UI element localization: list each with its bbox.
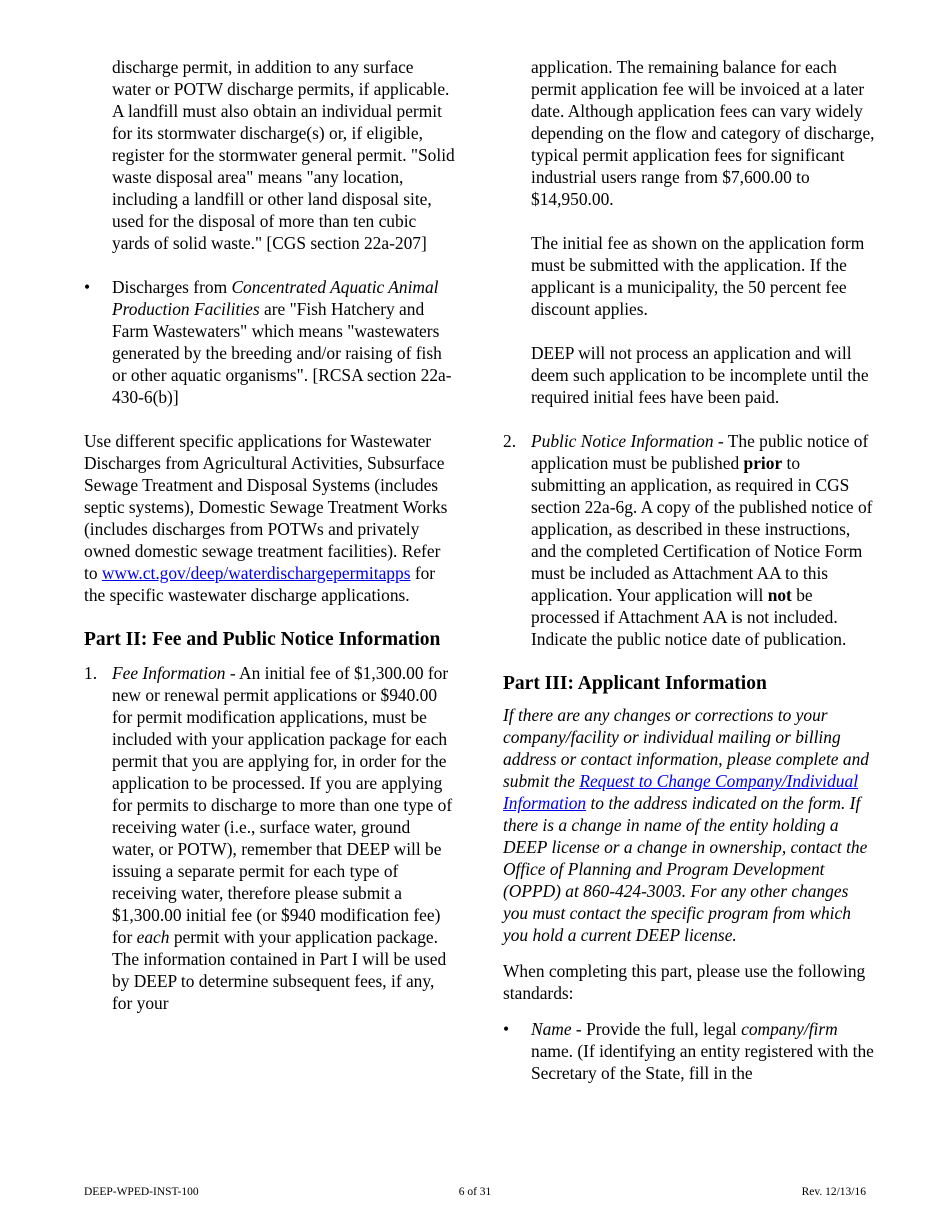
fee-text-b: permit with your application package. The information contained in Part I will be used by DEEP to determine subsequent fees, if any, for your <box>112 927 447 1013</box>
name-standard-bullet <box>503 1018 875 1084</box>
fee-text-a: - An initial fee of $1,300.00 for new or renewal permit applications or $940.00 for permit modification applications, must be included with your application package for each permit that you are applying for, in order for the application to be processed. If you are applying for permits to discharge to more than one type of receiving water (i.e., surface water, ground water, or POTW), remember that DEEP will be issuing a separate permit for each type of receiving water, therefore please submit a $1,300.00 initial fee (or $940 modification fee) for <box>112 663 453 947</box>
item-number: 2. <box>503 431 517 451</box>
notice-text-prior: prior <box>743 453 783 473</box>
changes-paragraph <box>503 704 875 946</box>
footer-revision: Rev. 12/13/16 <box>801 1186 866 1198</box>
bullet-text-post: are "Fish Hatchery and Farm Wastewaters" which means "wastewaters generated by the breeding and/or raising of fish or other aquatic organisms". [RCSA section 22a-430-6(b)] <box>112 299 452 407</box>
fee-information-label: Fee Information <box>112 663 226 683</box>
name-text-a: - Provide the full, legal <box>571 1019 742 1039</box>
bullet-text-italic: Concentrated Aquatic Animal Production Facilities <box>112 277 439 319</box>
notice-text-b: to submitting an application, as required in CGS section 22a-6g. A copy of the published notice of application, as described in these instructions, and the completed Certification of Notice Form must be included as Attachment AA to this application. Your application will <box>531 453 873 605</box>
right-column <box>503 56 875 1084</box>
item-number: 1. <box>84 663 98 683</box>
specific-applications-paragraph <box>84 430 456 606</box>
deep-processing-paragraph: DEEP will not process an application and will deem such application to be incomplete until the required initial fees have been paid. <box>531 343 869 407</box>
bullet-marker: • <box>503 1019 510 1039</box>
standards-paragraph: When completing this part, please use the following standards: <box>503 961 866 1003</box>
landfill-continuation-paragraph: discharge permit, in addition to any surface water or POTW discharge permits, if applicable. A landfill must also obtain an individual permit for its stormwater discharge(s) or, if eligible, register for the stormwater general permit. "Solid waste disposal area" means "any location, including a landfill or other land disposal site, used for the disposal of more than ten cubic yards of solid waste." [CGS section 22a-207] <box>112 57 455 253</box>
fee-text-each: each <box>136 927 170 947</box>
public-notice-item <box>503 430 875 650</box>
bullet-text-pre: Discharges from <box>112 277 232 297</box>
name-text-italic: company/firm <box>741 1019 838 1039</box>
initial-fee-paragraph: The initial fee as shown on the application form must be submitted with the application. If the applicant is a municipality, the 50 percent fee discount applies. <box>531 233 865 319</box>
part-iii-heading: Part III: Applicant Information <box>503 673 767 694</box>
request-change-link[interactable]: Request to Change Company/Individual Information <box>503 771 859 813</box>
water-discharge-apps-link[interactable]: www.ct.gov/deep/waterdischargepermitapps <box>101 563 411 583</box>
notice-text-c: be processed if Attachment AA is not included. Indicate the public notice date of publication. <box>531 585 847 649</box>
name-text-b: name. (If identifying an entity registered with the Secretary of the State, fill in the <box>531 1041 874 1083</box>
notice-text-not: not <box>767 585 792 605</box>
footer-page-number: 6 of 31 <box>458 1186 492 1198</box>
use-text-pre: Use different specific applications for Wastewater Discharges from Agricultural Activities, Subsurface Sewage Treatment and Disposal Systems (includes septic systems), Domestic Sewage Treatment Works (includes discharges from POTWs and privately owned domestic sewage treatment facilities). Refer to <box>84 431 448 583</box>
aquatic-facilities-bullet <box>84 276 456 408</box>
changes-text-pre: If there are any changes or corrections to your company/facility or individual mailing or billing address or contact information, please complete and submit the <box>503 705 869 791</box>
changes-text-post: to the address indicated on the form. If there is a change in name of the entity holding a DEEP license or a change in ownership, contact the Office of Planning and Program Development (OPPD) at 860-424-3003. For any other changes you must contact the specific program from which you hold a current DEEP license. <box>503 793 868 945</box>
footer-document-id: DEEP-WPED-INST-100 <box>84 1186 199 1198</box>
part-ii-heading: Part II: Fee and Public Notice Information <box>84 629 441 650</box>
fee-information-item <box>84 662 456 1014</box>
fee-continuation-paragraph: application. The remaining balance for each permit application fee will be invoiced at a later date. Although application fees can vary widely depending on the flow and category of discharge, typical permit application fees for significant industrial users range from $7,600.00 to $14,950.00. <box>531 57 875 209</box>
public-notice-label: Public Notice Information <box>531 431 714 451</box>
notice-text-a: - The public notice of application must be published <box>531 431 869 473</box>
use-text-post: for the specific wastewater discharge applications. <box>84 563 436 605</box>
left-column <box>84 56 456 1014</box>
name-label: Name <box>531 1019 572 1039</box>
bullet-marker: • <box>84 277 91 297</box>
